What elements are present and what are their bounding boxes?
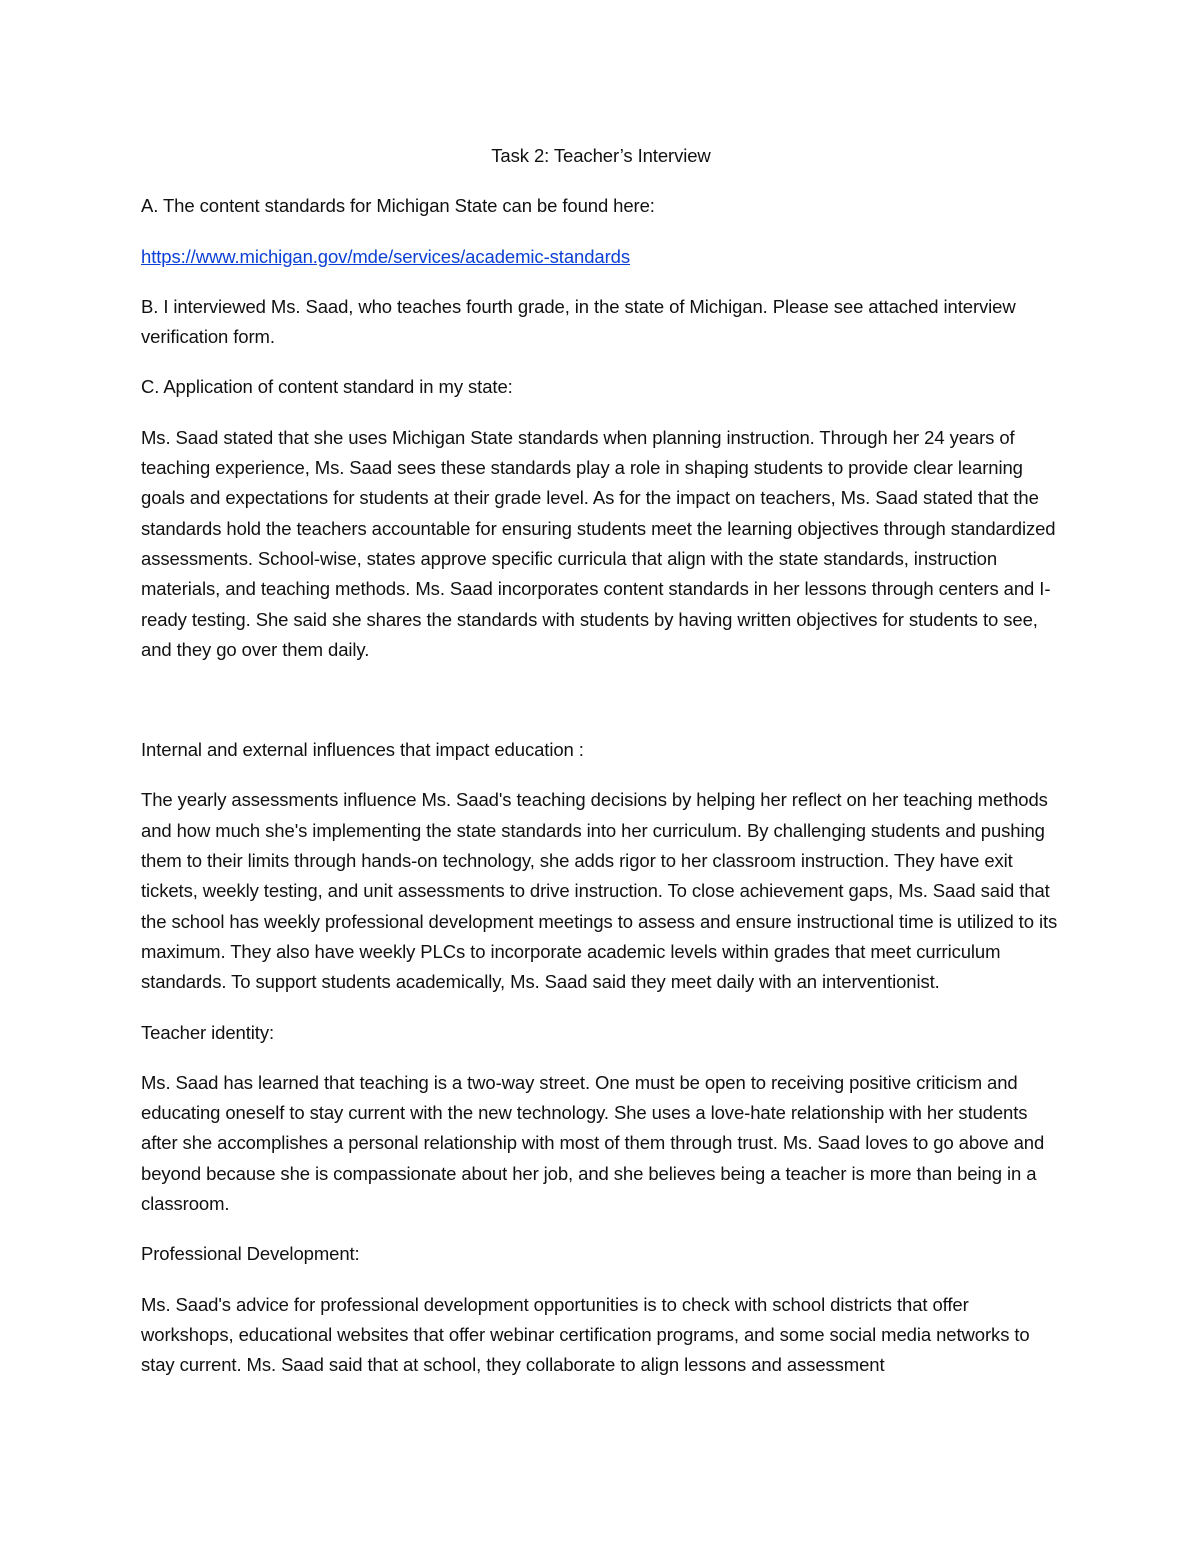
document-body	[141, 141, 1061, 1401]
identity-heading: Teacher identity:	[141, 1021, 275, 1043]
section-c-heading: C. Application of content standard in my state:	[141, 376, 513, 398]
influences-heading: Internal and external influences that impact education :	[141, 739, 584, 761]
identity-body: Ms. Saad has learned that teaching is a two-way street. One must be open to receiving positive criticism and educating oneself to stay current with the new technology. She uses a love-hate relationship with her students after she accomplishes a personal relationship with most of them through trust. Ms. Saad loves to go above and beyond because she is compassionate about her job, and she believes being a teacher is more than being in a classroom.	[141, 1071, 1045, 1215]
blank-space	[141, 685, 1061, 735]
development-body: Ms. Saad's advice for professional development opportunities is to check with school districts that offer workshops, educational websites that offer webinar certification programs, and some social media networks to stay current. Ms. Saad said that at school, they collaborate to align lessons and assessment	[141, 1293, 1030, 1376]
section-b-text: B. I interviewed Ms. Saad, who teaches fourth grade, in the state of Michigan. Please see attached interview verification form.	[141, 295, 1016, 348]
standards-link[interactable]: https://www.michigan.gov/mde/services/academic-standards	[141, 245, 630, 267]
section-c-body: Ms. Saad stated that she uses Michigan State standards when planning instruction. Through her 24 years of teaching experience, Ms. Saad sees these standards play a role in shaping students to provide clear learning goals and expectations for students at their grade level. As for the impact on teachers, Ms. Saad stated that the standards hold the teachers accountable for ensuring students meet the learning objectives through standardized assessments. School-wise, states approve specific curricula that align with the state standards, instruction materials, and teaching methods. Ms. Saad incorporates content standards in her lessons through centers and I-ready testing. She said she shares the standards with students by having written objectives for students to see, and they go over them daily.	[141, 426, 1056, 660]
section-a-link-line	[141, 242, 1061, 272]
document-title: Task 2: Teacher’s Interview	[491, 145, 711, 166]
section-a-text: A. The content standards for Michigan State can be found here:	[141, 195, 655, 217]
influences-body: The yearly assessments influence Ms. Saad's teaching decisions by helping her reflect on her teaching methods and how much she's implementing the state standards into her curriculum. By challenging students and pushing them to their limits through hands-on technology, she adds rigor to her classroom instruction. They have exit tickets, weekly testing, and unit assessments to drive instruction. To close achievement gaps, Ms. Saad said that the school has weekly professional development meetings to assess and ensure instructional time is utilized to its maximum. They also have weekly PLCs to incorporate academic levels within grades that meet curriculum standards. To support students academically, Ms. Saad said they meet daily with an interventionist.	[141, 789, 1058, 993]
development-heading: Professional Development:	[141, 1243, 360, 1265]
